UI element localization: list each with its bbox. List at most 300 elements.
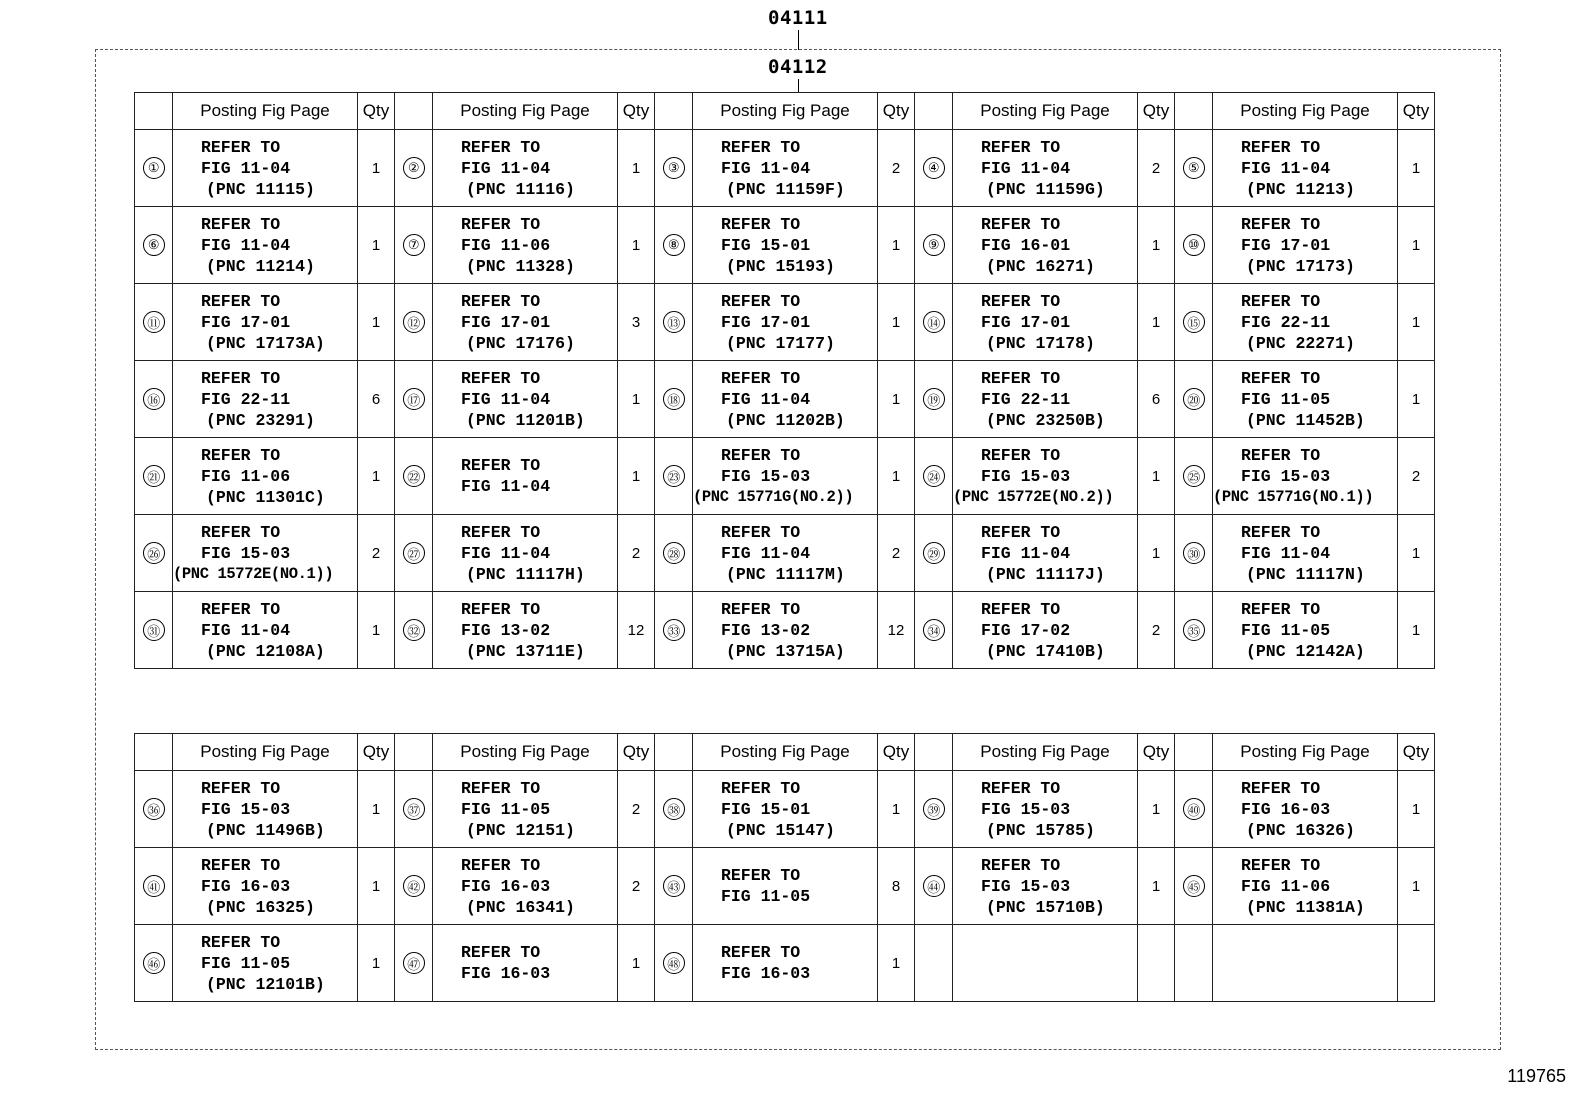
refer-to-text: REFER TO (201, 932, 281, 952)
item-number-cell (915, 438, 953, 515)
qty-cell: 2 (1138, 130, 1175, 207)
item-number-cell (135, 848, 173, 925)
qty-cell: 1 (878, 771, 915, 848)
fig-reference: FIG 11-06 (201, 466, 291, 486)
refer-to-text: REFER TO (461, 855, 541, 875)
posting-cell (953, 925, 1138, 1002)
item-number-cell (915, 848, 953, 925)
refer-to-text: REFER TO (1241, 291, 1321, 311)
refer-to-text: REFER TO (1241, 445, 1321, 465)
item-callout-number: ㉜ (403, 619, 425, 641)
qty-cell: 2 (618, 848, 655, 925)
pnc-reference: (PNC 11117H) (466, 564, 585, 584)
qty-cell: 1 (1138, 438, 1175, 515)
fig-reference: FIG 11-04 (461, 158, 551, 178)
fig-reference: FIG 11-04 (721, 389, 811, 409)
refer-to-text: REFER TO (1241, 855, 1321, 875)
pnc-reference: (PNC 15771G(NO.2)) (693, 487, 854, 506)
qty-cell: 1 (358, 207, 395, 284)
item-number-cell (655, 438, 693, 515)
refer-to-text: REFER TO (461, 456, 541, 475)
pnc-reference: (PNC 11213) (1246, 179, 1355, 199)
item-callout-number: ⑪ (143, 311, 165, 333)
header-number-cell (1175, 734, 1213, 771)
item-number-cell (655, 284, 693, 361)
header-qty: Qty (1398, 734, 1435, 771)
refer-to-text: REFER TO (461, 522, 541, 542)
qty-cell: 1 (1398, 592, 1435, 669)
refer-to-text: REFER TO (981, 599, 1061, 619)
fig-reference: FIG 11-04 (461, 543, 551, 563)
refer-to-text: REFER TO (201, 778, 281, 798)
item-number-cell (915, 130, 953, 207)
qty-cell: 1 (878, 284, 915, 361)
qty-cell: 1 (878, 925, 915, 1002)
qty-cell: 1 (1398, 207, 1435, 284)
item-number-cell (915, 771, 953, 848)
header-number-cell (395, 93, 433, 130)
item-callout-number: ㊻ (143, 952, 165, 974)
posting-cell (1213, 130, 1398, 207)
item-callout-number: ⑳ (1183, 388, 1205, 410)
item-number-cell (135, 515, 173, 592)
item-number-cell (1175, 592, 1213, 669)
item-callout-number: ③ (663, 157, 685, 179)
item-callout-number: ⑤ (1183, 157, 1205, 179)
qty-cell: 3 (618, 284, 655, 361)
item-callout-number: ㉘ (663, 542, 685, 564)
qty-cell: 2 (358, 515, 395, 592)
qty-cell: 1 (618, 361, 655, 438)
posting-cell (433, 771, 618, 848)
fig-reference: FIG 11-05 (201, 953, 291, 973)
header-posting-fig-page: Posting Fig Page (173, 734, 358, 771)
posting-cell (1213, 592, 1398, 669)
posting-cell (953, 361, 1138, 438)
item-number-cell (655, 207, 693, 284)
fig-reference: FIG 16-03 (1241, 799, 1331, 819)
item-callout-number: ㉟ (1183, 619, 1205, 641)
header-qty: Qty (358, 93, 395, 130)
item-number-cell (135, 925, 173, 1002)
pnc-reference: (PNC 15772E(NO.1)) (173, 564, 334, 583)
item-number-cell (655, 130, 693, 207)
item-number-cell (395, 284, 433, 361)
qty-cell: 2 (878, 515, 915, 592)
table-row (135, 361, 1435, 438)
qty-cell: 1 (358, 438, 395, 515)
qty-cell: 1 (358, 771, 395, 848)
item-callout-number: ⑯ (143, 388, 165, 410)
refer-to-text: REFER TO (461, 943, 541, 962)
qty-cell: 12 (618, 592, 655, 669)
qty-cell: 1 (1398, 771, 1435, 848)
header-qty: Qty (878, 93, 915, 130)
table-row (135, 515, 1435, 592)
qty-cell: 1 (1398, 130, 1435, 207)
item-number-cell (135, 130, 173, 207)
pnc-reference: (PNC 15193) (726, 256, 835, 276)
item-number-cell (915, 592, 953, 669)
posting-cell (433, 207, 618, 284)
refer-to-text: REFER TO (981, 137, 1061, 157)
table-row (135, 207, 1435, 284)
fig-reference: FIG 13-02 (721, 620, 811, 640)
posting-cell (693, 284, 878, 361)
item-callout-number: ⑨ (923, 234, 945, 256)
posting-cell (433, 361, 618, 438)
refer-to-text: REFER TO (721, 778, 801, 798)
header-qty: Qty (1138, 93, 1175, 130)
header-number-cell (915, 93, 953, 130)
header-posting-fig-page: Posting Fig Page (1213, 93, 1398, 130)
item-number-cell (395, 515, 433, 592)
item-number-cell (1175, 207, 1213, 284)
pnc-reference: (PNC 13711E) (466, 641, 585, 661)
posting-cell (1213, 771, 1398, 848)
inner-leader-line (798, 79, 799, 92)
refer-to-text: REFER TO (1241, 137, 1321, 157)
fig-reference: FIG 17-01 (201, 312, 291, 332)
posting-cell (953, 130, 1138, 207)
item-callout-number: ㊽ (663, 952, 685, 974)
drawing-number: 119765 (1507, 1066, 1566, 1086)
refer-to-text: REFER TO (201, 522, 281, 542)
qty-cell: 1 (358, 925, 395, 1002)
posting-cell (953, 284, 1138, 361)
fig-reference: FIG 11-05 (1241, 389, 1331, 409)
refer-to-text: REFER TO (1241, 778, 1321, 798)
fig-reference: FIG 11-05 (461, 799, 551, 819)
header-posting-fig-page: Posting Fig Page (953, 734, 1138, 771)
fig-reference: FIG 22-11 (1241, 312, 1331, 332)
item-callout-number: ㊲ (403, 798, 425, 820)
item-callout-number: ② (403, 157, 425, 179)
pnc-reference: (PNC 16326) (1246, 820, 1355, 840)
qty-cell: 1 (1138, 848, 1175, 925)
header-number-cell (135, 734, 173, 771)
qty-cell: 2 (1138, 592, 1175, 669)
pnc-reference: (PNC 11117J) (986, 564, 1105, 584)
posting-cell (1213, 207, 1398, 284)
posting-cell (173, 284, 358, 361)
fig-reference: FIG 17-01 (1241, 235, 1331, 255)
header-number-cell (915, 734, 953, 771)
item-number-cell (135, 438, 173, 515)
posting-cell (433, 848, 618, 925)
pnc-reference: (PNC 22271) (1246, 333, 1355, 353)
header-posting-fig-page: Posting Fig Page (433, 734, 618, 771)
refer-to-text: REFER TO (461, 291, 541, 311)
posting-cell (953, 848, 1138, 925)
posting-cell (1213, 848, 1398, 925)
posting-cell (693, 130, 878, 207)
fig-reference: FIG 15-03 (201, 543, 291, 563)
item-callout-number: ㉒ (403, 465, 425, 487)
pnc-reference: (PNC 11159G) (986, 179, 1105, 199)
table-header-row (135, 734, 1435, 771)
posting-cell (433, 925, 618, 1002)
posting-cell (693, 515, 878, 592)
qty-cell: 6 (1138, 361, 1175, 438)
item-number-cell (1175, 848, 1213, 925)
header-qty: Qty (618, 734, 655, 771)
posting-cell (693, 438, 878, 515)
item-callout-number: ㉔ (923, 465, 945, 487)
refer-to-text: REFER TO (981, 855, 1061, 875)
fig-reference: FIG 11-04 (461, 389, 551, 409)
pnc-reference: (PNC 17410B) (986, 641, 1105, 661)
item-number-cell (135, 592, 173, 669)
refer-to-text: REFER TO (461, 137, 541, 157)
item-number-cell (1175, 771, 1213, 848)
item-callout-number: ⑫ (403, 311, 425, 333)
posting-cell (433, 130, 618, 207)
pnc-reference: (PNC 11201B) (466, 410, 585, 430)
qty-cell: 1 (618, 207, 655, 284)
refer-to-text: REFER TO (1241, 522, 1321, 542)
qty-cell: 1 (1398, 361, 1435, 438)
header-qty: Qty (358, 734, 395, 771)
pnc-reference: (PNC 12151) (466, 820, 575, 840)
table-row (135, 592, 1435, 669)
qty-cell: 6 (358, 361, 395, 438)
fig-reference: FIG 11-04 (461, 477, 551, 496)
header-posting-fig-page: Posting Fig Page (433, 93, 618, 130)
fig-reference: FIG 15-03 (721, 466, 811, 486)
header-qty: Qty (1398, 93, 1435, 130)
item-callout-number: ㊶ (143, 875, 165, 897)
fig-reference: FIG 15-03 (201, 799, 291, 819)
pnc-reference: (PNC 17177) (726, 333, 835, 353)
fig-reference: FIG 22-11 (981, 389, 1071, 409)
fig-reference: FIG 11-06 (1241, 876, 1331, 896)
header-posting-fig-page: Posting Fig Page (1213, 734, 1398, 771)
inner-assembly-code: 04112 (768, 56, 828, 78)
item-callout-number: ㉙ (923, 542, 945, 564)
item-callout-number: ⑲ (923, 388, 945, 410)
item-number-cell (1175, 361, 1213, 438)
posting-cell (173, 361, 358, 438)
item-callout-number: ⑦ (403, 234, 425, 256)
fig-reference: FIG 11-04 (201, 235, 291, 255)
header-number-cell (655, 93, 693, 130)
item-callout-number: ㊼ (403, 952, 425, 974)
item-callout-number: ⑩ (1183, 234, 1205, 256)
table-row (135, 925, 1435, 1002)
posting-cell (433, 592, 618, 669)
qty-cell: 1 (618, 130, 655, 207)
fig-reference: FIG 16-03 (201, 876, 291, 896)
refer-to-text: REFER TO (461, 214, 541, 234)
item-callout-number: ⑭ (923, 311, 945, 333)
item-callout-number: ㉑ (143, 465, 165, 487)
item-number-cell (655, 848, 693, 925)
refer-to-text: REFER TO (201, 599, 281, 619)
fig-reference: FIG 17-01 (461, 312, 551, 332)
reference-table-top (134, 92, 1435, 669)
pnc-reference: (PNC 11116) (466, 179, 575, 199)
refer-to-text: REFER TO (721, 943, 801, 962)
refer-to-text: REFER TO (721, 291, 801, 311)
posting-cell (173, 592, 358, 669)
item-callout-number: ㊵ (1183, 798, 1205, 820)
pnc-reference: (PNC 11496B) (206, 820, 325, 840)
refer-to-text: REFER TO (721, 214, 801, 234)
header-number-cell (135, 93, 173, 130)
fig-reference: FIG 15-03 (981, 799, 1071, 819)
fig-reference: FIG 11-04 (201, 158, 291, 178)
refer-to-text: REFER TO (721, 522, 801, 542)
item-number-cell (655, 925, 693, 1002)
item-callout-number: ㊷ (403, 875, 425, 897)
header-qty: Qty (878, 734, 915, 771)
item-number-cell (395, 925, 433, 1002)
item-number-cell (395, 592, 433, 669)
header-number-cell (395, 734, 433, 771)
header-posting-fig-page: Posting Fig Page (953, 93, 1138, 130)
qty-cell: 1 (1138, 515, 1175, 592)
posting-cell (1213, 515, 1398, 592)
qty-cell (1398, 925, 1435, 1002)
refer-to-text: REFER TO (721, 137, 801, 157)
refer-to-text: REFER TO (201, 855, 281, 875)
item-callout-number: ㉚ (1183, 542, 1205, 564)
item-number-cell (655, 592, 693, 669)
item-callout-number: ⑮ (1183, 311, 1205, 333)
item-number-cell (135, 361, 173, 438)
fig-reference: FIG 11-04 (201, 620, 291, 640)
fig-reference: FIG 15-01 (721, 235, 811, 255)
item-number-cell (135, 284, 173, 361)
refer-to-text: REFER TO (981, 522, 1061, 542)
posting-cell (1213, 284, 1398, 361)
refer-to-text: REFER TO (201, 445, 281, 465)
pnc-reference: (PNC 12142A) (1246, 641, 1365, 661)
refer-to-text: REFER TO (721, 866, 801, 885)
fig-reference: FIG 11-05 (1241, 620, 1331, 640)
fig-reference: FIG 17-02 (981, 620, 1071, 640)
refer-to-text: REFER TO (981, 778, 1061, 798)
qty-cell: 1 (358, 130, 395, 207)
qty-cell: 2 (878, 130, 915, 207)
item-number-cell (915, 925, 953, 1002)
qty-cell: 1 (618, 925, 655, 1002)
posting-cell (1213, 438, 1398, 515)
item-number-cell (915, 207, 953, 284)
posting-cell (953, 515, 1138, 592)
qty-cell: 1 (1138, 771, 1175, 848)
pnc-reference: (PNC 17176) (466, 333, 575, 353)
posting-cell (693, 207, 878, 284)
pnc-reference: (PNC 15772E(NO.2)) (953, 487, 1114, 506)
qty-cell: 1 (878, 361, 915, 438)
outer-leader-line (798, 30, 799, 50)
table-header-row (135, 93, 1435, 130)
pnc-reference: (PNC 11214) (206, 256, 315, 276)
qty-cell: 2 (1398, 438, 1435, 515)
posting-cell (173, 771, 358, 848)
pnc-reference: (PNC 11159F) (726, 179, 845, 199)
pnc-reference: (PNC 11328) (466, 256, 575, 276)
fig-reference: FIG 15-03 (981, 876, 1071, 896)
pnc-reference: (PNC 11381A) (1246, 897, 1365, 917)
item-callout-number: ㉛ (143, 619, 165, 641)
posting-cell (693, 592, 878, 669)
posting-cell (173, 130, 358, 207)
qty-cell: 2 (618, 515, 655, 592)
item-number-cell (395, 207, 433, 284)
item-number-cell (1175, 438, 1213, 515)
item-callout-number: ⑧ (663, 234, 685, 256)
pnc-reference: (PNC 17178) (986, 333, 1095, 353)
pnc-reference: (PNC 15785) (986, 820, 1095, 840)
pnc-reference: (PNC 15147) (726, 820, 835, 840)
fig-reference: FIG 13-02 (461, 620, 551, 640)
table-row (135, 771, 1435, 848)
posting-cell (1213, 925, 1398, 1002)
pnc-reference: (PNC 16271) (986, 256, 1095, 276)
fig-reference: FIG 11-05 (721, 887, 811, 906)
item-number-cell (1175, 515, 1213, 592)
refer-to-text: REFER TO (981, 445, 1061, 465)
item-number-cell (655, 361, 693, 438)
refer-to-text: REFER TO (201, 214, 281, 234)
posting-cell (953, 207, 1138, 284)
header-qty: Qty (1138, 734, 1175, 771)
refer-to-text: REFER TO (1241, 368, 1321, 388)
qty-cell: 1 (1138, 284, 1175, 361)
refer-to-text: REFER TO (461, 778, 541, 798)
table-row (135, 438, 1435, 515)
item-number-cell (915, 515, 953, 592)
fig-reference: FIG 11-06 (461, 235, 551, 255)
table-row (135, 848, 1435, 925)
pnc-reference: (PNC 15771G(NO.1)) (1213, 487, 1374, 506)
qty-cell (1138, 925, 1175, 1002)
qty-cell: 2 (618, 771, 655, 848)
item-callout-number: ㉓ (663, 465, 685, 487)
pnc-reference: (PNC 23291) (206, 410, 315, 430)
refer-to-text: REFER TO (721, 368, 801, 388)
item-callout-number: ⑬ (663, 311, 685, 333)
refer-to-text: REFER TO (981, 368, 1061, 388)
header-posting-fig-page: Posting Fig Page (693, 93, 878, 130)
pnc-reference: (PNC 12101B) (206, 974, 325, 994)
item-number-cell (1175, 925, 1213, 1002)
table-row (135, 284, 1435, 361)
item-callout-number: ㉝ (663, 619, 685, 641)
pnc-reference: (PNC 16325) (206, 897, 315, 917)
item-number-cell (1175, 284, 1213, 361)
item-callout-number: ㉗ (403, 542, 425, 564)
item-callout-number: ㊴ (923, 798, 945, 820)
reference-table-bottom (134, 733, 1435, 1002)
fig-reference: FIG 11-04 (981, 158, 1071, 178)
header-number-cell (655, 734, 693, 771)
item-callout-number: ④ (923, 157, 945, 179)
pnc-reference: (PNC 15710B) (986, 897, 1105, 917)
posting-cell (953, 438, 1138, 515)
item-callout-number: ⑱ (663, 388, 685, 410)
qty-cell: 1 (1398, 848, 1435, 925)
fig-reference: FIG 22-11 (201, 389, 291, 409)
item-callout-number: ㊹ (923, 875, 945, 897)
item-number-cell (395, 771, 433, 848)
pnc-reference: (PNC 17173A) (206, 333, 325, 353)
posting-cell (693, 848, 878, 925)
posting-cell (173, 515, 358, 592)
